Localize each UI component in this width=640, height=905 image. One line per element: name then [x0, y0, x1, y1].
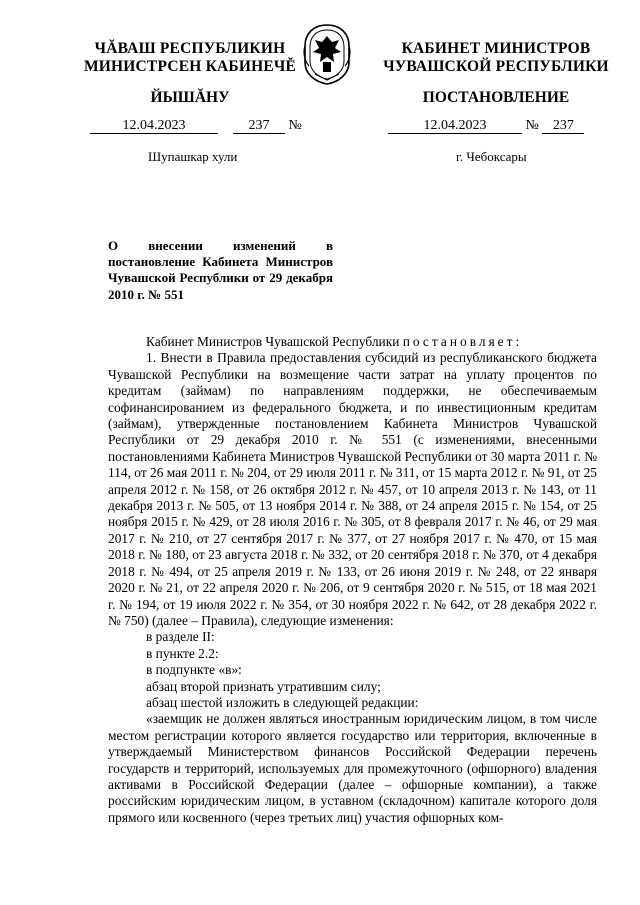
number-sign-left: №	[288, 118, 302, 133]
doctype-left: ЙЫШĂНУ	[150, 89, 230, 106]
header-right-line1: КАБИНЕТ МИНИСТРОВ	[401, 40, 591, 57]
intro-lead: Кабинет Министров Чувашской Республики	[146, 334, 400, 349]
line-abzac-6: абзац шестой изложить в следующей редакции:	[146, 694, 419, 710]
paragraph-1: 1. Внести в Правила предоставления субсидий из республиканского бюджета Чувашской Республики на возмещение части затрат на уплату процентов по кредитам (займам) по направлениям поддержки, не обеспечиваемым софинансированием из федерального бюджета, и по инвестиционным кредитам (займам), утвержденные постановлением Кабинета Министров Чувашской Республики от 29 декабря 2010 г. № 551 (с изменениями, внесенными постановлениями Кабинета Министров Чувашской Республики от 30 марта 2011 г. № 114, от 26 мая 2011 г. № 204, от 29 июля 2011 г. № 311, от 15 марта 2012 г. № 91, от 25 апреля 2012 г. № 158, от 26 октября 2012 г. № 457, от 10 апреля 2013 г. № 143, от 11 декабря 2013 г. № 505, от 13 ноября 2014 г. № 388, от 24 апреля 2015 г. № 154, от 25 ноября 2015 г. № 429, от 28 июля 2016 г. № 305, от 8 февраля 2017 г. № 46, от 29 мая 2017 г. № 210, от 27 сентября 2017 г. № 377, от 27 ноября 2017 г. № 470, от 15 мая 2018 г. № 180, от 23 августа 2018 г. № 332, от 20 сентября 2018 г. № 370, от 4 декабря 2018 г. № 494, от 25 апреля 2019 г. № 133, от 26 июня 2019 г. № 248, от 22 января 2020 г. № 21, от 22 апреля 2020 г. № 206, от 9 сентября 2020 г. № 515, от 18 мая 2021 г. № 194, от 19 июля 2022 г. № 354, от 30 ноября 2022 г. № 642, от 28 декабря 2022 г. № 750) (далее – Правила), следующие изменения:	[108, 350, 597, 628]
number-right: 237	[542, 118, 584, 134]
header-right	[372, 40, 620, 76]
chuvash-emblem-icon	[301, 22, 353, 86]
line-section: в разделе II:	[146, 629, 215, 645]
header-left-line1: ЧĂВАШ РЕСПУБЛИКИН	[94, 40, 286, 57]
header-left-line2: МИНИСТРСЕН КАБИНЕЧĚ	[83, 58, 297, 75]
date-left: 12.04.2023	[90, 118, 218, 134]
number-left: 237	[233, 118, 285, 134]
line-abzac-2: абзац второй признать утратившим силу;	[146, 678, 381, 694]
line-subpoint: в подпункте «в»:	[146, 662, 242, 678]
quote-paragraph: «заемщик не должен являться иностранным юридическим лицом, в том числе местом регистрации которого является государство или территория, включенные в утверждаемый Министерством финансов Российской Федерации перечень государств и территорий, используемых для промежуточного (офшорного) владения активами в Российской Федерации (далее – офшорные компании), а также российским юридическим лицом, в уставном (складочном) капитале которого доля прямого или косвенного (через третьих лиц) участия офшорных ком-	[108, 711, 597, 825]
document-subject: О внесении изменений в постановление Кабинета Министров Чувашской Республики от 29 декабря 2010 г. № 551	[108, 238, 333, 302]
number-sign-right: №	[525, 118, 539, 133]
header-left	[78, 40, 302, 76]
city-right: г. Чебоксары	[456, 149, 527, 164]
date-right: 12.04.2023	[388, 118, 522, 134]
number-line-left	[90, 118, 302, 134]
doctype-right: ПОСТАНОВЛЕНИЕ	[422, 89, 570, 106]
line-point: в пункте 2.2:	[146, 645, 219, 661]
intro-spaced: постановляет:	[402, 334, 523, 349]
intro-paragraph	[108, 334, 597, 350]
city-left: Шупашкар хули	[148, 149, 238, 164]
document-body	[108, 334, 597, 826]
header-right-line2: ЧУВАШСКОЙ РЕСПУБЛИКИ	[383, 58, 609, 75]
number-line-right	[388, 118, 584, 134]
